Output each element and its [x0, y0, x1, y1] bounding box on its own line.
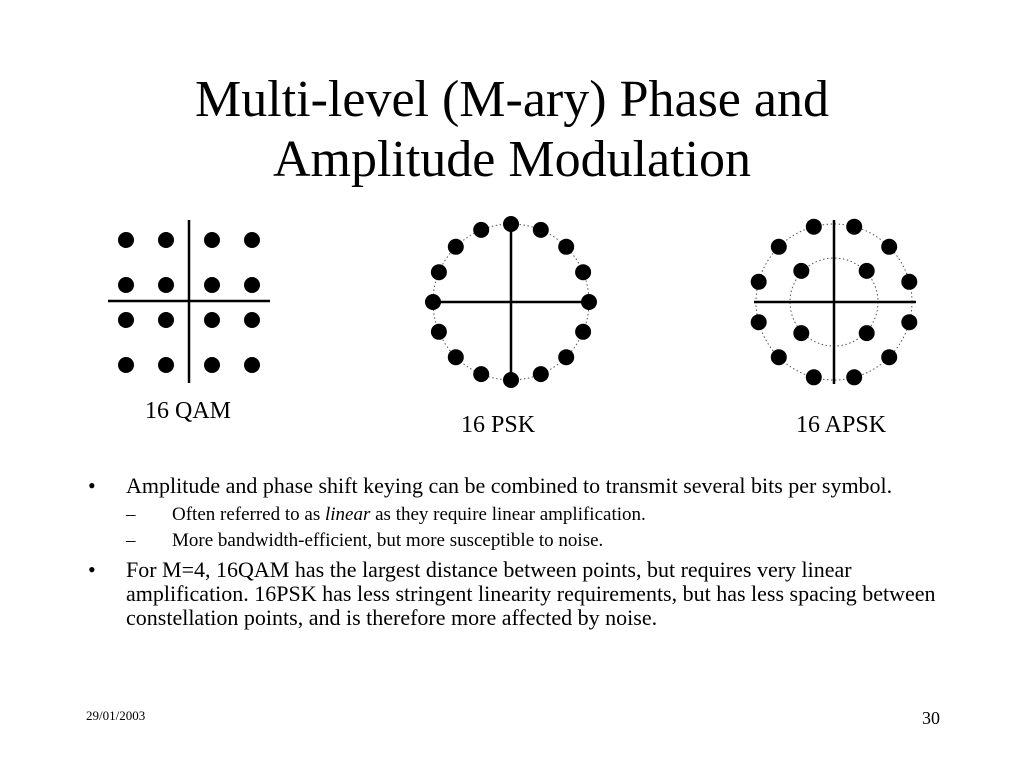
apsk-16-point [751, 314, 767, 330]
qam-16-point [244, 232, 260, 248]
sub-bullet-list [126, 504, 948, 552]
psk-16-point [558, 349, 574, 365]
apsk-16-point [881, 239, 897, 255]
psk-16-point [431, 324, 447, 340]
qam-16-point [118, 357, 134, 373]
psk-16-point [431, 264, 447, 280]
apsk-16-point [846, 369, 862, 385]
psk-16-point [533, 222, 549, 238]
psk-16-point [575, 324, 591, 340]
psk-16-caption: 16 PSK [461, 412, 536, 438]
sub-bullet-item [126, 504, 948, 526]
apsk-16-point [901, 314, 917, 330]
bullet-item [88, 558, 948, 630]
page-number: 30 [922, 708, 940, 728]
apsk-16-point [846, 219, 862, 235]
psk-16-point [503, 216, 519, 232]
qam-16-point [118, 312, 134, 328]
qam-16-point [158, 312, 174, 328]
psk-16-diagram [425, 216, 597, 388]
apsk-16-point [806, 219, 822, 235]
qam-16-point [204, 312, 220, 328]
slide-title [0, 70, 1024, 190]
apsk-16-point [859, 263, 875, 279]
bullet-list [88, 474, 948, 636]
slide-title-line-1: Multi-level (M-ary) Phase and [195, 71, 829, 128]
bullet-text: Amplitude and phase shift keying can be combined to transmit several bits per symbol. [126, 473, 893, 498]
qam-16-point [158, 232, 174, 248]
bullet-item [88, 474, 948, 552]
apsk-16-point [751, 274, 767, 290]
sub-bullet-item [126, 530, 948, 552]
qam-16-point [244, 277, 260, 293]
slide-title-line-2: Amplitude Modulation [272, 131, 752, 188]
qam-16-caption: 16 QAM [145, 398, 232, 424]
psk-16-point [448, 239, 464, 255]
qam-16-point [158, 357, 174, 373]
apsk-16-point [806, 369, 822, 385]
psk-16-point [558, 239, 574, 255]
psk-16-point [473, 366, 489, 382]
apsk-16-point [793, 263, 809, 279]
apsk-16-point [859, 325, 875, 341]
qam-16-point [244, 312, 260, 328]
psk-16-point [581, 294, 597, 310]
qam-16-point [204, 232, 220, 248]
apsk-16-caption: 16 APSK [796, 412, 887, 438]
sub-bullet-text-after: as they require linear amplification. [370, 504, 646, 525]
qam-16-point [204, 357, 220, 373]
apsk-16-point [771, 349, 787, 365]
bullet-text: For M=4, 16QAM has the largest distance between points, but requires very linear amplification. 16PSK has less stringent linearity requirements, but has less spacing between constellation points, and is therefore more affected by noise. [126, 557, 936, 630]
apsk-16-diagram [751, 219, 918, 386]
apsk-16-point [771, 239, 787, 255]
sub-bullet-emphasis: linear [324, 504, 371, 525]
psk-16-point [425, 294, 441, 310]
qam-16-point [118, 232, 134, 248]
apsk-16-point [793, 325, 809, 341]
sub-bullet-text-before: Often referred to as [172, 504, 325, 525]
apsk-16-point [901, 274, 917, 290]
sub-bullet-text-before: More bandwidth-efficient, but more susceptible to noise. [172, 530, 604, 551]
qam-16-point [118, 277, 134, 293]
qam-16-point [244, 357, 260, 373]
footer-date: 29/01/2003 [86, 708, 146, 723]
qam-16-point [158, 277, 174, 293]
constellation-diagrams [0, 200, 1024, 450]
psk-16-point [503, 372, 519, 388]
apsk-16-point [881, 349, 897, 365]
qam-16-point [204, 277, 220, 293]
psk-16-point [575, 264, 591, 280]
psk-16-point [473, 222, 489, 238]
qam-16-diagram [108, 220, 270, 383]
psk-16-point [533, 366, 549, 382]
psk-16-point [448, 349, 464, 365]
